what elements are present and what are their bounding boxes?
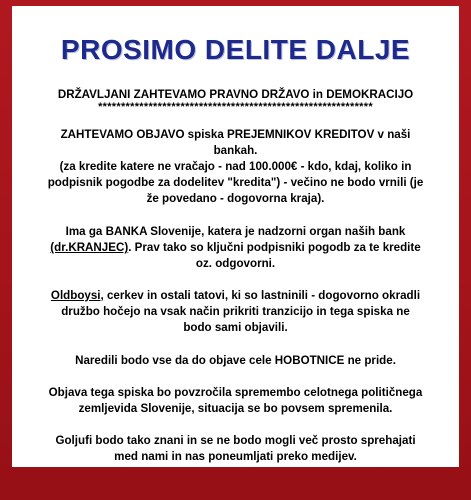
- text-line: [22, 240, 449, 256]
- text-line: družbo hočejo na vsak način prikriti tranzicijo in tega spiska ne: [61, 305, 410, 318]
- underlined-word: Oldboysi: [50, 289, 101, 302]
- paragraph-demand: [22, 127, 449, 207]
- text-line: [22, 288, 449, 304]
- paragraph-oldboys: [22, 288, 449, 336]
- headline: PROSIMO DELITE DALJE: [60, 34, 411, 65]
- text-line: bankah.: [213, 144, 258, 157]
- paragraph-octopus: [22, 353, 449, 369]
- text-line: že povedano - dogovorna kraja).: [146, 192, 325, 205]
- text-fragment: . Prav tako so ključni podpisniki pogodb za te kredite: [128, 241, 421, 254]
- text-line: bodo sami objavili.: [183, 321, 288, 334]
- text-line: oz. odgovorni.: [195, 257, 276, 270]
- text-line: med nami in nas poneumljati preko medijev.: [114, 450, 357, 463]
- subheading: DRŽAVLJANI ZAHTEVAMO PRAVNO DRŽAVO in DEMOKRACIJO: [57, 88, 414, 101]
- paragraph-bank: [22, 224, 449, 272]
- notice-paper: [12, 6, 459, 467]
- text-line: Goljufi bodo tako znani in se ne bodo mogli več prosto sprehajati: [55, 434, 416, 447]
- text-line: podpisnik pogodbe za dodelitev "kredita") - večino ne bodo vrnili (je: [47, 176, 424, 189]
- text-line: Ima ga BANKA Slovenije, katera je nadzorni organ naših bank: [65, 225, 406, 238]
- paragraph-fraudsters: [22, 433, 449, 465]
- asterisk-divider: ************************************************************: [98, 102, 373, 113]
- text-line: Naredili bodo vse da do objave cele HOBOTNICE ne pride.: [75, 354, 396, 367]
- text-line: (za kredite katere ne vračajo - nad 100.000€ - kdo, kdaj, koliko in: [59, 160, 412, 173]
- underlined-name: (dr.KRANJEC): [50, 241, 129, 254]
- paragraph-publication: [22, 385, 449, 417]
- text-fragment: , cerkev in ostali tatovi, ki so lastninili - dogovorno okradli: [100, 289, 421, 302]
- text-line: Objava tega spiska bo povzročila spremembo celotnega političnega: [48, 386, 423, 399]
- text-line: ZAHTEVAMO OBJAVO spiska PREJEMNIKOV KREDITOV v naši: [60, 128, 411, 141]
- text-line: zemljevida Slovenije, situacija se bo povsem spremenila.: [78, 402, 393, 415]
